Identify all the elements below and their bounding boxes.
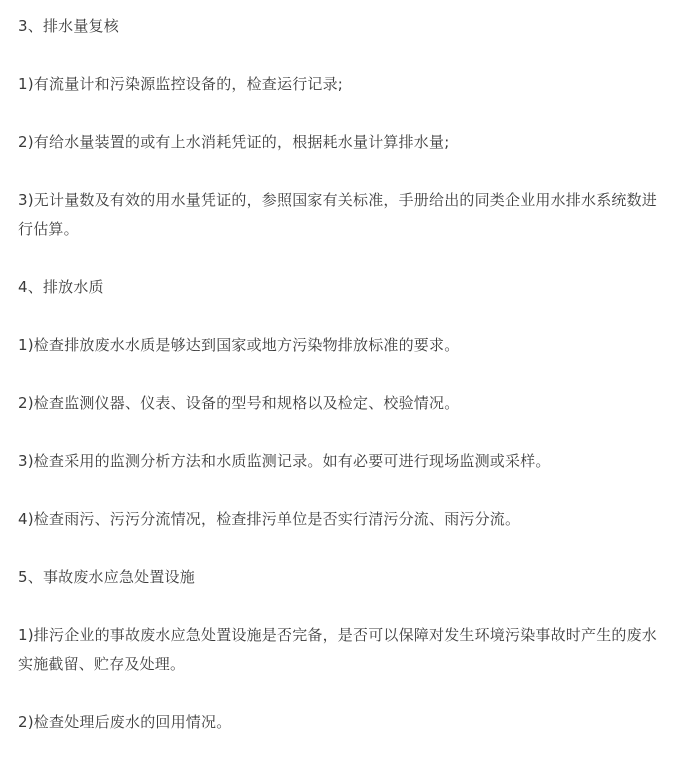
list-item: 4)检查雨污、污污分流情况，检查排污单位是否实行清污分流、雨污分流。: [18, 510, 521, 528]
list-item: 1)有流量计和污染源监控设备的，检查运行记录;: [18, 75, 344, 93]
list-item: 1)排污企业的事故废水应急处置设施是否完备，是否可以保障对发生环境污染事故时产生的废水实施截留、贮存及处理。: [18, 626, 657, 673]
section-heading: 3、排水量复核: [18, 17, 119, 35]
list-item: 2)有给水量装置的或有上水消耗凭证的，根据耗水量计算排水量;: [18, 133, 450, 151]
section-heading: 5、事故废水应急处置设施: [18, 568, 195, 586]
list-item: 1)检查排放废水水质是够达到国家或地方污染物排放标准的要求。: [18, 336, 460, 354]
list-item: 3)无计量数及有效的用水量凭证的，参照国家有关标准，手册给出的同类企业用水排水系统数进行估算。: [18, 191, 657, 238]
list-item: 2)检查监测仪器、仪表、设备的型号和规格以及检定、校验情况。: [18, 394, 460, 412]
section-heading: 4、排放水质: [18, 278, 104, 296]
list-item: 3)检查采用的监测分析方法和水质监测记录。如有必要可进行现场监测或采样。: [18, 452, 551, 470]
list-item: 2)检查处理后废水的回用情况。: [18, 713, 232, 731]
